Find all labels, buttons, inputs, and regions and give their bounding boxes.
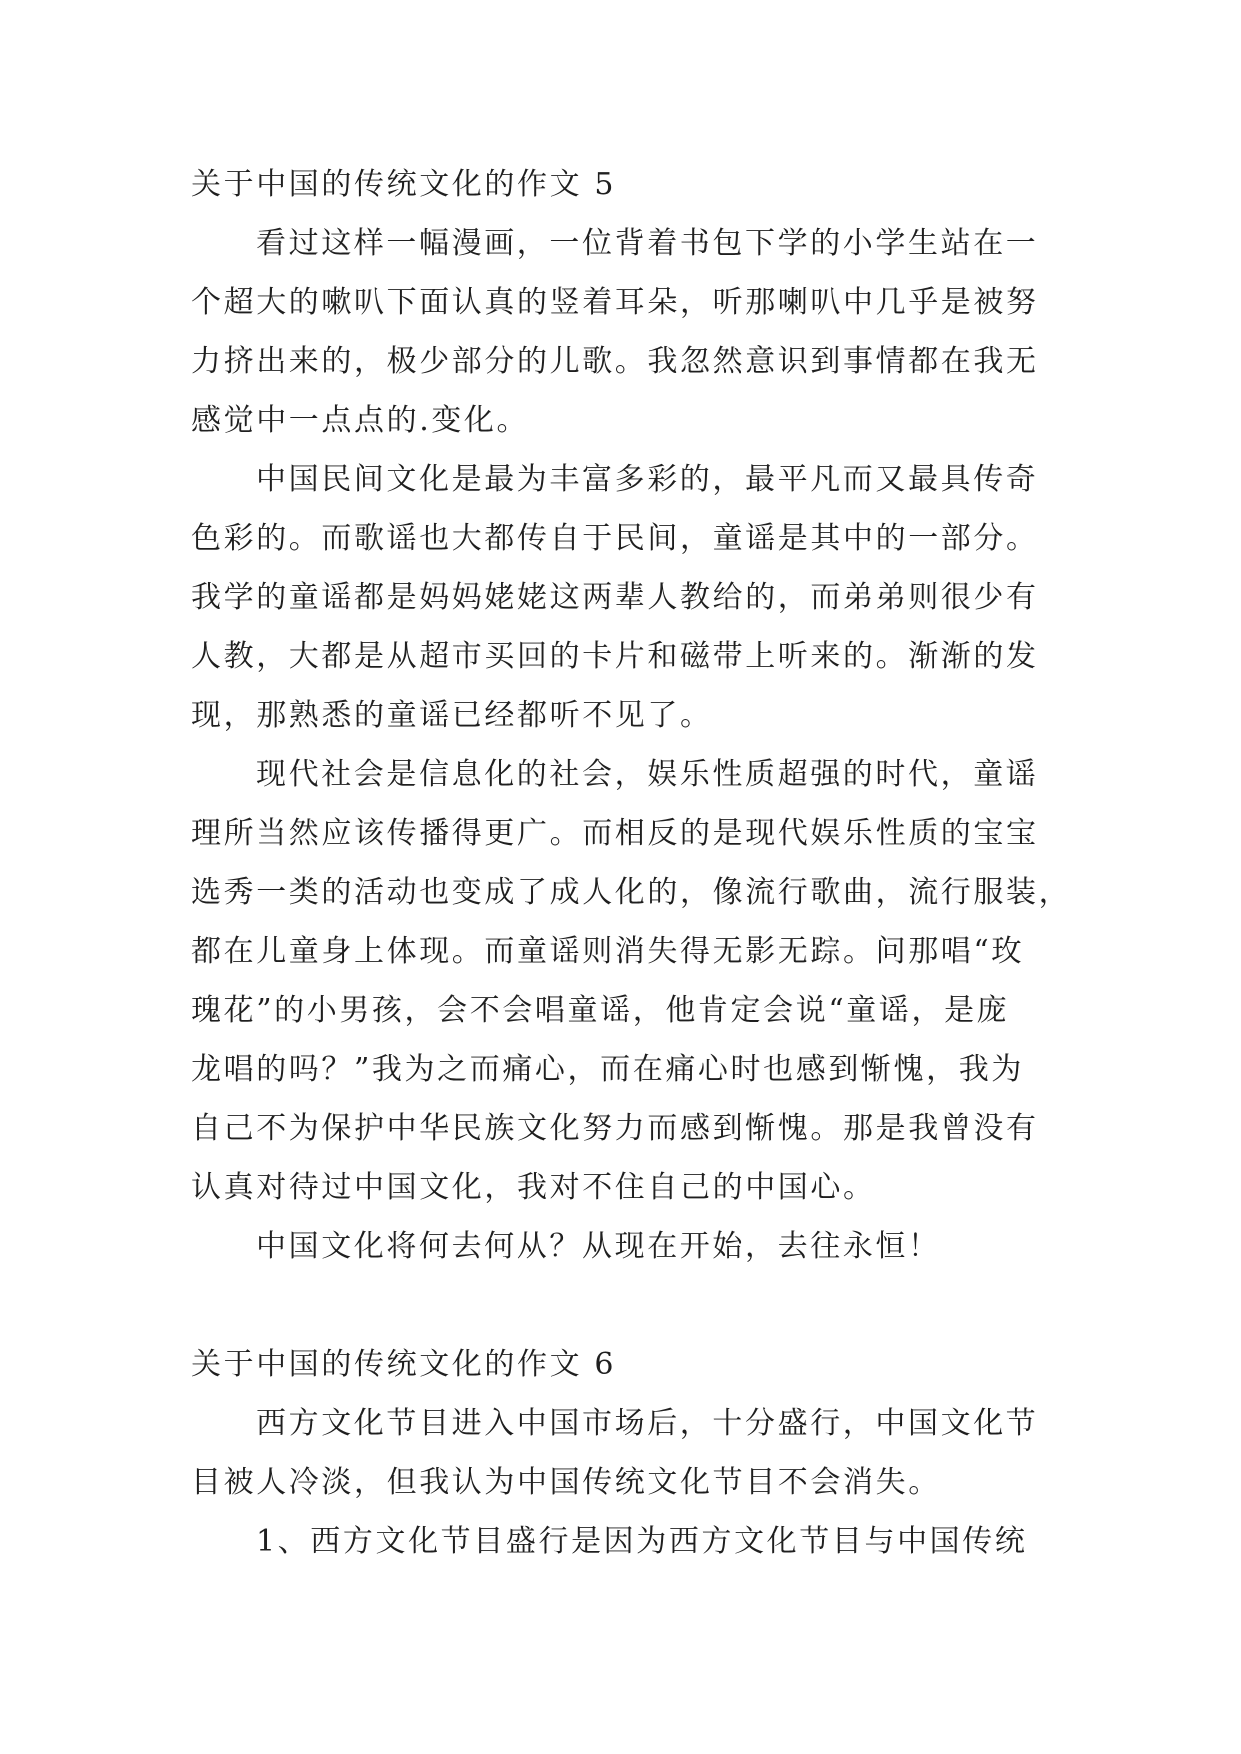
text-line: 现代社会是信息化的社会，娱乐性质超强的时代，童谣 [256, 757, 1039, 792]
section-5-paragraph-3 [191, 745, 1071, 1217]
text-line: 现，那熟悉的童谣已经都听不见了。 [191, 698, 713, 733]
text-line: 认真对待过中国文化，我对不住自己的中国心。 [191, 1170, 876, 1205]
text-line: 瑰花”的小男孩，会不会唱童谣，他肯定会说“童谣，是庞 [191, 993, 1010, 1028]
section-6-title: 关于中国的传统文化的作文 6 [191, 1347, 617, 1382]
text-line: 目被人冷淡，但我认为中国传统文化节目不会消失。 [191, 1465, 941, 1500]
section-5-paragraph-4 [191, 1217, 1071, 1276]
text-line: 看过这样一幅漫画，一位背着书包下学的小学生站在一 [256, 226, 1039, 261]
section-5-paragraph-2 [191, 450, 1071, 745]
text-line: 色彩的。而歌谣也大都传自于民间，童谣是其中的一部分。 [191, 521, 1039, 556]
text-line: 理所当然应该传播得更广。而相反的是现代娱乐性质的宝宝 [191, 816, 1039, 851]
text-line: 中国民间文化是最为丰富多彩的，最平凡而又最具传奇 [256, 462, 1039, 497]
text-line: 人教，大都是从超市买回的卡片和磁带上听来的。渐渐的发 [191, 639, 1039, 674]
text-line: 自己不为保护中华民族文化努力而感到惭愧。那是我曾没有 [191, 1111, 1039, 1146]
text-line: 力挤出来的，极少部分的儿歌。我忽然意识到事情都在我无 [191, 344, 1039, 379]
text-line: 个超大的嗽叭下面认真的竖着耳朵，听那喇叭中几乎是被努 [191, 285, 1039, 320]
document-body [191, 155, 1071, 1571]
section-spacer [191, 1276, 1071, 1335]
text-line: 西方文化节目进入中国市场后，十分盛行，中国文化节 [256, 1406, 1039, 1441]
text-line: 龙唱的吗？”我为之而痛心，而在痛心时也感到惭愧，我为 [191, 1052, 1024, 1087]
text-line: 中国文化将何去何从？从现在开始，去往永恒！ [256, 1229, 941, 1264]
text-line: 感觉中一点点的.变化。 [191, 403, 530, 438]
section-5-paragraph-1 [191, 214, 1071, 450]
text-line: 1、西方文化节目盛行是因为西方文化节目与中国传统 [256, 1524, 1028, 1559]
text-line: 我学的童谣都是妈妈姥姥这两辈人教给的，而弟弟则很少有 [191, 580, 1039, 615]
text-line: 都在儿童身上体现。而童谣则消失得无影无踪。问那唱“玫 [191, 934, 1024, 969]
section-5-title: 关于中国的传统文化的作文 5 [191, 167, 617, 202]
section-6-paragraph-2 [191, 1512, 1071, 1571]
section-6-paragraph-1 [191, 1394, 1071, 1512]
text-line: 选秀一类的活动也变成了成人化的，像流行歌曲，流行服装， [191, 875, 1072, 910]
